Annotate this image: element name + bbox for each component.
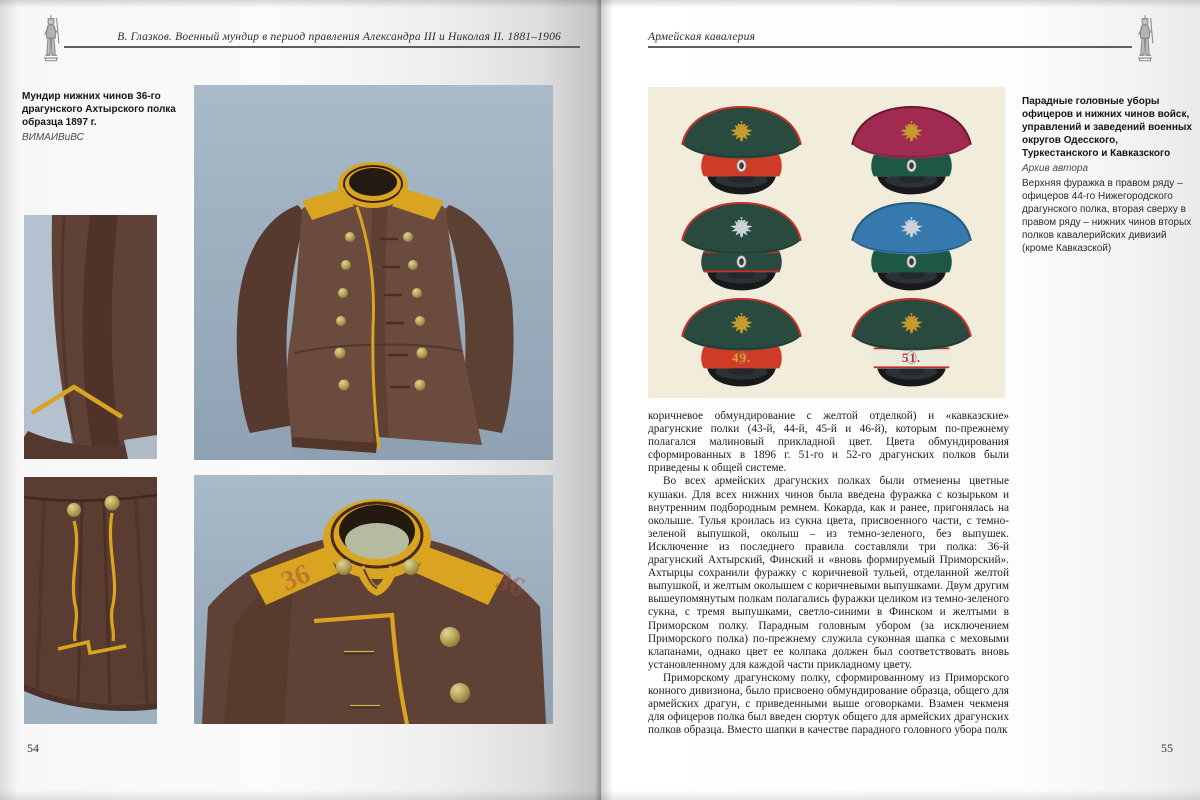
caption-left-source: ВИМАИВиВС: [22, 132, 84, 143]
running-header-right: Армейская кавалерия: [648, 31, 756, 43]
soldier-engraving-icon: [1132, 13, 1158, 63]
photo-sleeve-cuff-detail: [24, 215, 157, 459]
header-rule-right: [648, 46, 1132, 48]
cap-regiment-number: 51.: [901, 350, 922, 365]
shoulder-stencil-number: 36: [277, 558, 315, 598]
cap-illustration-4: [844, 197, 979, 293]
cap-graphic: [674, 101, 809, 197]
caption-left: [22, 90, 184, 144]
cap-graphic: [844, 197, 979, 293]
body-text: [648, 410, 1009, 737]
cap-illustration-6: [844, 293, 979, 389]
photo-collar-closeup: [194, 475, 553, 724]
paragraph-3: Приморскому драгунскому полку, сформированному из Приморского конного дивизиона, было присвоено обмундирование образца, общего для армейских драгун, с приведенными выше оговорками. Взамен чекменя для офицеров полка был введен сюртук общего для армейских драгунских полков образца. Вместо шапки в качестве парадного головного убора полк: [648, 671, 1009, 737]
shoulder-stencil-number: 36: [491, 564, 529, 604]
cap-regiment-number: 49.: [731, 350, 752, 365]
caption-right-source: Архив автора: [1022, 163, 1089, 174]
paragraph-1: коричневое обмундирование с желтой отделкой) и «кавказские» драгунские полки (43-й, 44-й, 45-й и 46-й), которым по-прежнему полагался малиновый прикладной цвет. Цвета обмундирования сформированных в 1896 г. 51-го и 52-го драгунских полков были приведены к общей системе.: [648, 410, 1009, 475]
cap-graphic: [674, 293, 809, 389]
cap-graphic: [674, 197, 809, 293]
cap-illustration-2: [844, 101, 979, 197]
caps-plate: [648, 87, 1005, 398]
cap-graphic: [844, 101, 979, 197]
photo-jacket-front: [194, 85, 553, 460]
caption-right: [1022, 95, 1194, 255]
page-right: [601, 0, 1200, 800]
photo-jacket-back-detail: [24, 477, 157, 724]
running-header-left: В. Глазков. Военный мундир в период правления Александра III и Николая II. 1881–1906: [117, 31, 561, 43]
page-number-55: 55: [1161, 741, 1173, 755]
paragraph-2: Во всех армейских драгунских полках были отменены цветные кушаки. Для всех нижних чинов была введена фуражка с козырьком и внутренним подбородным ремнем. Кокарда, как и ранее, пригонялась на околыше. Тулья кроилась из сукна цвета, присвоенного части, с темно-зеленой выпушкой, околыш – из темно-зеленого, без выпушек. Исключение из последнего правила составляли три полка: 36-й драгунский Ахтырский, Финский и «вновь формируемый Приморский». Ахтырцы сохранили фуражку с коричневой тульей, отделанной желтой выпушкой, и желтым околышем с коричневыми выпушками. Двум другим вышеупомянутым полкам полагались фуражки целиком из темно-зеленого сукна, с тремя выпушками, светло-синими в Финском и желтыми в Приморском полку. Парадным головным убором (за исключением Приморского полка) по-прежнему служила суконная шапка с меховыми клапанами, однако цвет ее колпака должен был соответствовать вновь установленному для каждой части прикладному цвету.: [648, 475, 1009, 671]
soldier-engraving-icon: [38, 13, 64, 63]
caption-left-title: Мундир нижних чинов 36-го драгунского Ахтырского полка образца 1897 г.: [22, 91, 176, 128]
cap-illustration-1: [674, 101, 809, 197]
cap-illustration-3: [674, 197, 809, 293]
cap-illustration-5: [674, 293, 809, 389]
caption-right-title: Парадные головные уборы офицеров и нижних чинов войск, управлений и заведений военных округов Одесского, Туркестанского и Кавказского: [1022, 96, 1192, 159]
header-rule-left: [64, 46, 580, 48]
caption-right-note: Верхняя фуражка в правом ряду – офицеров 44-го Нижегородского драгунского полка, вторая сверху в правом ряду – нижних чинов вторых полков кавалерийских дивизий (кроме Кавказской): [1022, 178, 1192, 254]
cap-graphic: [844, 293, 979, 389]
page-number-54: 54: [27, 741, 39, 755]
